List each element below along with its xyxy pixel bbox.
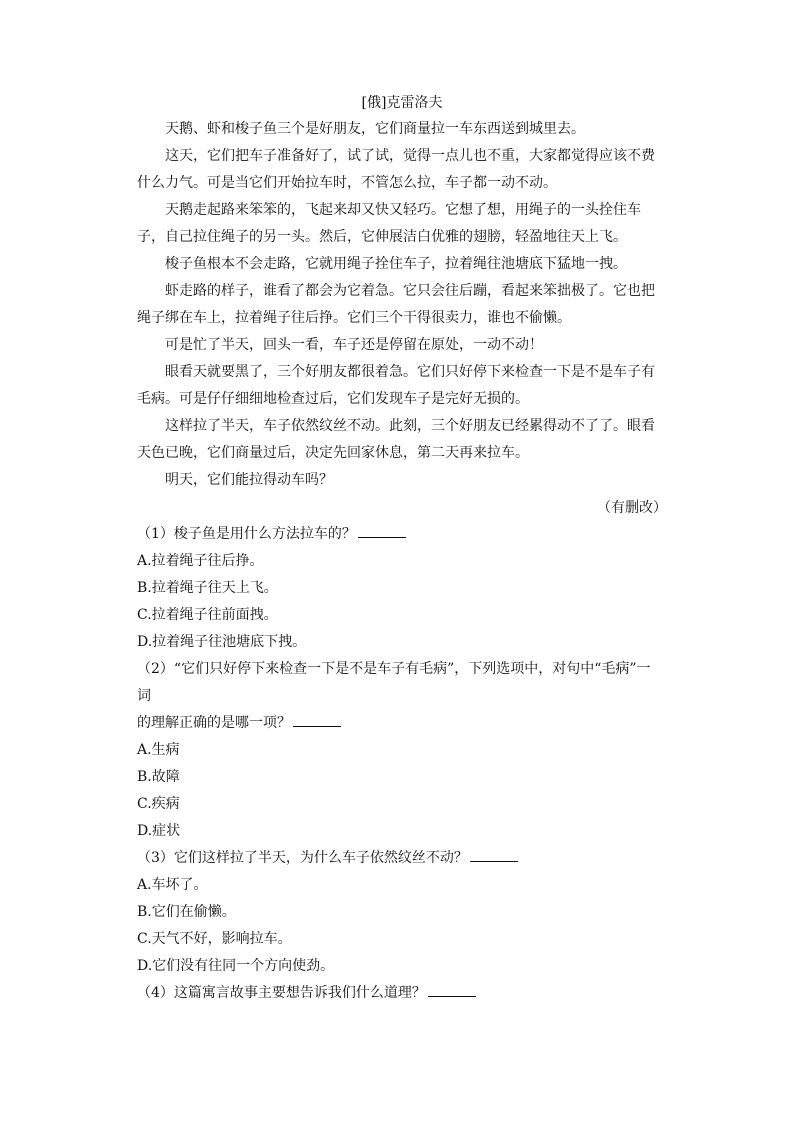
story-paragraph: 眼看天就要黑了，三个好朋友都很着急。它们只好停下来检查一下是不是车子有毛病。可是仔仔细细地检查过后，它们发现车子是完好无损的。 <box>137 364 655 407</box>
option-item: B.拉着绳子往天上飞。 <box>137 580 278 596</box>
question-3 <box>137 845 667 872</box>
question-2-line1: （2）“它们只好停下来检查一下是不是车子有毛病”，下列选项中，对句中“毛病”一 <box>137 661 651 677</box>
option-item: A.车坏了。 <box>137 877 208 893</box>
story-paragraph: 可是忙了半天，回头一看，车子还是停留在原处，一动不动！ <box>165 337 543 353</box>
option-item: B.它们在偷懒。 <box>137 904 236 920</box>
question-4 <box>137 980 667 1007</box>
option-item: A.生病 <box>137 742 180 758</box>
story-paragraph: 这样拉了半天，车子依然纹丝不动。此刻，三个好朋友已经累得动不了了。眼看天色已晚，它们商量过后，决定先回家休息，第二天再来拉车。 <box>137 418 655 461</box>
question-1 <box>137 521 667 548</box>
option-item: C.天气不好，影响拉车。 <box>137 931 292 947</box>
story-paragraph: 明天，它们能拉得动车吗？ <box>165 472 333 488</box>
story-paragraph: 梭子鱼根本不会走路，它就用绳子拴住车子，拉着绳往池塘底下猛地一拽。 <box>165 256 627 272</box>
option-item: D.它们没有往同一个方向使劲。 <box>137 958 335 974</box>
answer-blank[interactable] <box>293 712 341 727</box>
option-item: C.疾病 <box>137 796 180 812</box>
question-2-line2: 词 <box>137 688 151 704</box>
option-item: A.拉着绳子往后挣。 <box>137 553 264 569</box>
question-text: （3）它们这样拉了半天，为什么车子依然纹丝不动？ <box>137 850 468 866</box>
answer-blank[interactable] <box>470 847 518 862</box>
option-item: D.症状 <box>137 823 181 839</box>
story-paragraph: 天鹅、虾和梭子鱼三个是好朋友，它们商量拉一车东西送到城里去。 <box>165 121 585 137</box>
story-paragraph: 虾走路的样子，谁看了都会为它着急。它只会往后蹦，看起来笨拙极了。它也把绳子绑在车上，拉着绳子往后挣。它们三个干得很卖力，谁也不偷懒。 <box>137 283 655 326</box>
edit-note: （有删改） <box>597 500 667 516</box>
question-text: （1）梭子鱼是用什么方法拉车的？ <box>137 526 356 542</box>
author-line: [俄]克雷洛夫 <box>361 95 443 111</box>
answer-blank[interactable] <box>428 982 476 997</box>
option-item: B.故障 <box>137 769 180 785</box>
question-text: （4）这篇寓言故事主要想告诉我们什么道理？ <box>137 985 426 1001</box>
option-item: D.拉着绳子往池塘底下拽。 <box>137 634 307 650</box>
question-2-line3 <box>137 710 667 737</box>
story-paragraph: 这天，它们把车子准备好了，试了试，觉得一点儿也不重，大家都觉得应该不费什么力气。可是当它们开始拉车时，不管怎么拉，车子都一动不动。 <box>137 148 655 191</box>
story-paragraph: 天鹅走起路来笨笨的，飞起来却又快又轻巧。它想了想，用绳子的一头拴住车子，自己拉住绳子的另一头。然后，它伸展洁白优雅的翅膀，轻盈地往天上飞。 <box>137 202 641 245</box>
question-text: 的理解正确的是哪一项？ <box>137 715 291 731</box>
option-item: C.拉着绳子往前面拽。 <box>137 607 278 623</box>
document-content <box>137 90 667 1007</box>
answer-blank[interactable] <box>358 523 406 538</box>
